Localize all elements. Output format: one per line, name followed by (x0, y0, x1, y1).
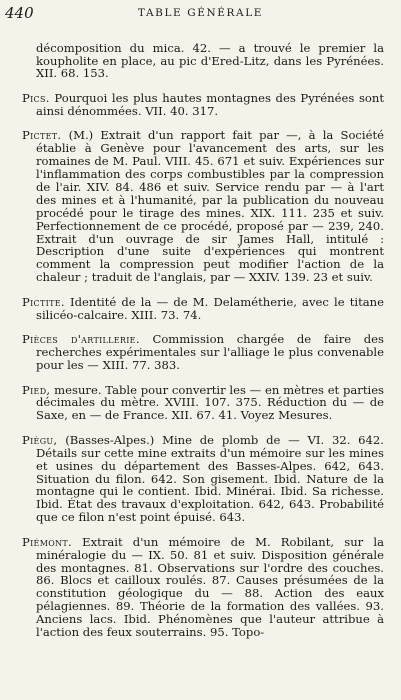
index-entry (22, 384, 384, 423)
entry-headword: Pictet. (22, 128, 62, 143)
entry-headword: Pièces d'artillerie. (22, 332, 140, 347)
entry-text: mesure. Table pour convertir les — en mètres et parties décimales du mètre. XVIII. 107. 375. Réduction du — de Saxe, en — de France. XII. 67. 41. Voyez Mesures. (36, 382, 385, 423)
page-header (0, 4, 401, 26)
index-entry (22, 296, 384, 322)
index-entries (22, 30, 384, 643)
index-entry (22, 92, 384, 118)
running-title: TABLE GÉNÉRALE (137, 7, 264, 19)
entry-text: décomposition du mica. 42. — a trouvé le premier la koupholite en place, au pic d'Ered-Litz, dans les Pyrénées. XII. 68. 153. (36, 40, 384, 81)
entry-headword: Pied, (22, 382, 51, 397)
index-entry (22, 42, 384, 81)
entry-headword: Piémont. (22, 534, 72, 549)
entry-headword: Piégu, (22, 432, 58, 447)
entry-text: Extrait d'un mémoire de M. Robilant, sur la minéralogie du — IX. 50. 81 et suiv. Disposition générale des montagnes. 81. Observations sur l'ordre des couches. 86. Blocs et cailloux roulés. 87. Causes présumées de la constitution géologique du — 88. Action des eaux pélagiennes. 89. Théorie de la formation des vallées. 93. Anciens lacs. Ibid. Phénomènes que l'auteur attribue à l'action des feux souterrains. 95. Topo- (36, 534, 384, 640)
entry-headword: Pics. (22, 90, 50, 105)
entry-text: (Basses-Alpes.) Mine de plomb de — VI. 32. 642. Détails sur cette mine extraits d'un mémoire sur les mines et usines du département des Basses-Alpes. 642, 643. Situation du filon. 642. Son gisement. Ibid. Nature de la montagne qui le contient. Ibid. Minérai. Ibid. Sa richesse. Ibid. État des travaux d'exploitation. 642, 643. Probabilité que ce filon n'est point épuisé. 643. (36, 432, 384, 525)
entry-headword: Pictite. (22, 294, 65, 309)
index-entry (22, 333, 384, 372)
entry-text: Identité de la — de M. Delamétherie, avec le titane silicéo-calcaire. XIII. 73. 74. (36, 294, 384, 322)
index-entry (22, 536, 384, 639)
page-number: 440 (5, 4, 34, 22)
index-entry (22, 434, 384, 524)
entry-text: (M.) Extrait d'un rapport fait par —, à la Société établie à Genève pour l'avancement des arts, sur les romaines de M. Paul. VIII. 45. 671 et suiv. Expériences sur l'inflammation des corps combustibles par la compression de l'air. XIV. 84. 486 et suiv. Service rendu par — à l'art des mines et à l'humanité, par la publication du nouveau procédé pour le tirage des mines. XIX. 111. 235 et suiv. Perfectionnement de ce procédé, proposé par — 239, 240. Extrait d'un ouvrage de sir James Hall, intitulé : Description d'une suite d'expériences qui montrent comment la compression peut modifier l'action de la chaleur ; traduit de l'anglais, par — XXIV. 139. 23 et suiv. (36, 128, 385, 285)
index-entry (22, 129, 384, 284)
entry-text: Pourquoi les plus hautes montagnes des Pyrénées sont ainsi dénommées. VII. 40. 317. (36, 90, 385, 118)
entry-text: Commission chargée de faire des recherches expérimentales sur l'alliage le plus convenable pour les — XIII. 77. 383. (36, 332, 384, 372)
